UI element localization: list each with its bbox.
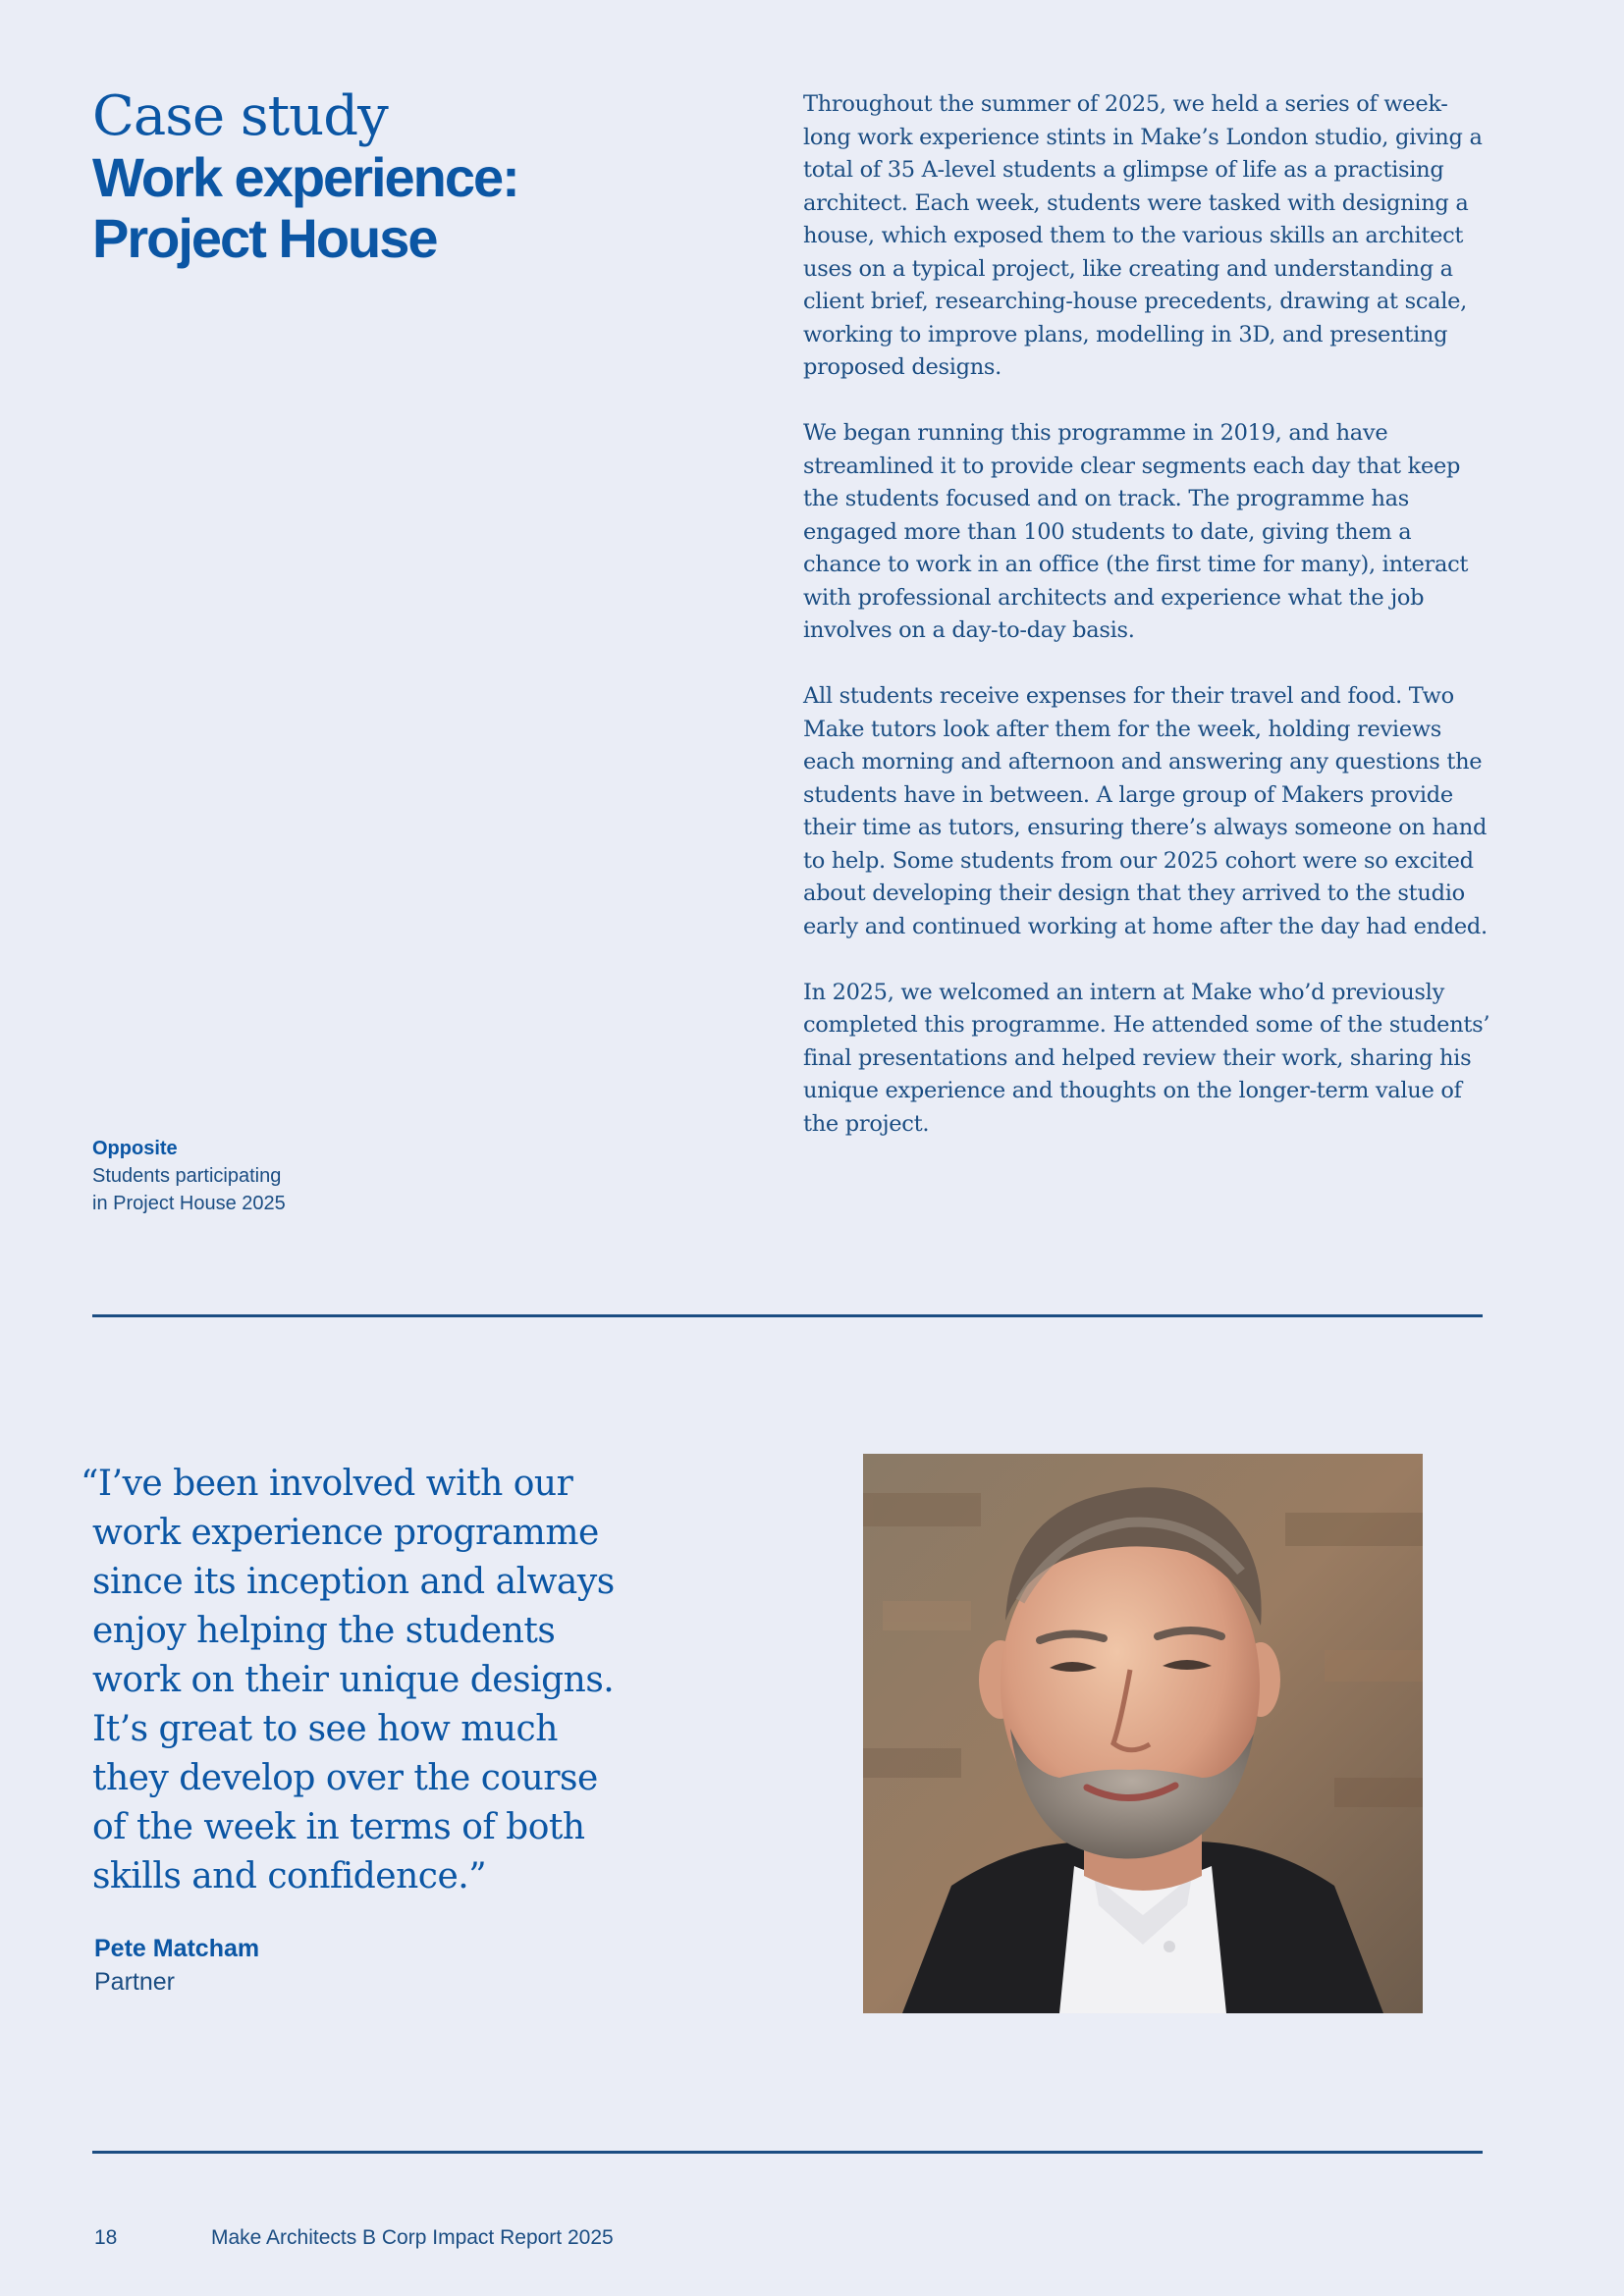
quote-line: “I’ve been involved with our	[81, 1464, 573, 1504]
portrait-illustration	[863, 1454, 1423, 2013]
title-line-2: Project House	[92, 207, 437, 269]
quote-line: work on their unique designs.	[92, 1660, 615, 1700]
page-number: 18	[94, 2226, 118, 2249]
footer-divider	[92, 2151, 1483, 2154]
portrait-photo	[863, 1454, 1423, 2013]
body-paragraph: In 2025, we welcomed an intern at Make who’d previously completed this programme. He attended some of the students’ final presentations and helped review their work, sharing his unique experience and thoughts on the longer-term value of the project.	[803, 979, 1490, 1137]
image-caption	[92, 1135, 387, 1217]
title-line-1: Work experience:	[92, 146, 518, 208]
body-paragraph: All students receive expenses for their travel and food. Two Make tutors look after them for the week, holding reviews each morning and afternoon and answering any questions the students have in between. A large group of Makers provide their time as tutors, ensuring there’s always someone on hand to help. Some students from our 2025 cohort were so excited about developing their design that they arrived to the studio early and continued working at home after the day had ended.	[803, 683, 1488, 939]
quote-line: work experience programme	[92, 1513, 599, 1553]
person-name: Pete Matcham	[94, 1935, 260, 1962]
person-role: Partner	[94, 1968, 175, 1996]
quote-line: skills and confidence.”	[92, 1856, 487, 1896]
quote-line: It’s great to see how much	[92, 1709, 558, 1749]
caption-line-1: Students participating	[92, 1165, 282, 1187]
pull-quote	[81, 1460, 670, 1901]
quote-line: enjoy helping the students	[92, 1611, 556, 1651]
body-paragraph: Throughout the summer of 2025, we held a series of week-long work experience stints in Make’s London studio, giving a total of 35 A-level students a glimpse of life as a practising architect. Each week, students were tasked with designing a house, which exposed them to the various skills an architect uses on a typical project, like creating and understanding a client brief, researching-house precedents, drawing at scale, working to improve plans, modelling in 3D, and presenting proposed designs.	[803, 91, 1483, 380]
caption-line-2: in Project House 2025	[92, 1193, 286, 1214]
quote-line: of the week in terms of both	[92, 1807, 585, 1847]
quote-attribution	[94, 1932, 259, 1999]
case-study-kicker: Case study	[92, 84, 388, 148]
caption-label: Opposite	[92, 1138, 178, 1159]
quote-line: they develop over the course	[92, 1758, 598, 1798]
quote-line: since its inception and always	[92, 1562, 615, 1602]
section-divider	[92, 1314, 1483, 1317]
body-paragraph: We began running this programme in 2019, and have streamlined it to provide clear segments each day that keep the students focused and on track. The programme has engaged more than 100 students to date, giving them a chance to work in an office (the first time for many), interact with professional architects and experience what the job involves on a day-to-day basis.	[803, 420, 1469, 643]
body-text	[803, 88, 1490, 1174]
publication-title: Make Architects B Corp Impact Report 2025	[211, 2226, 614, 2249]
page-title	[92, 147, 642, 269]
